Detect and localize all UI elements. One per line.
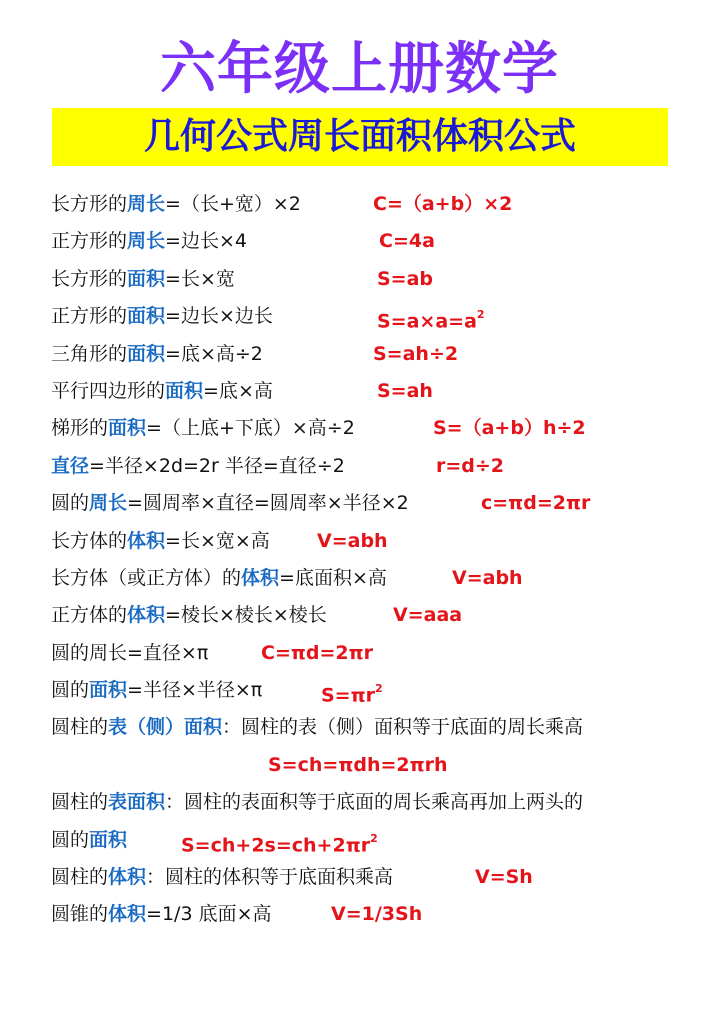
formula-row: [51, 560, 691, 597]
formula-description: 圆的面积=半径×半径×π: [51, 679, 263, 702]
keyword: 体积: [241, 566, 280, 589]
formula-expression: V=aaa: [393, 604, 463, 627]
formula-row: [51, 223, 691, 260]
formula-expression: S=（a+b）h÷2: [433, 417, 586, 440]
keyword: 周长: [127, 193, 166, 215]
keyword: 表（侧）面积: [108, 716, 223, 739]
keyword: 体积: [127, 529, 166, 552]
formula-expression: S=ab: [377, 267, 434, 290]
formula-expression: V=abh: [317, 529, 388, 552]
keyword: 面积: [89, 679, 128, 702]
formula-description: 长方形的周长=（长+宽）×2: [51, 193, 301, 215]
formula-description: 圆柱的表（侧）面积：圆柱的表（侧）面积等于底面的周长乘高: [51, 716, 584, 739]
keyword: 体积: [108, 903, 147, 926]
formula-row: [51, 784, 691, 821]
formula-expression: c=πd=2πr: [481, 492, 591, 515]
formula-row: [51, 336, 691, 373]
formula-row: [51, 410, 691, 447]
keyword: 面积: [127, 267, 166, 290]
formula-description: 圆的周长=圆周率×直径=圆周率×半径×2: [51, 492, 409, 515]
formula-row: [51, 672, 691, 709]
keyword: 周长: [127, 230, 166, 253]
superscript: 2: [476, 308, 485, 322]
formula-row: [51, 597, 691, 634]
formula-expression: $S=\pi r^2$: [321, 682, 383, 707]
keyword: 面积: [127, 305, 166, 328]
formula-expression: S=ch=πdh=2πrh: [268, 753, 448, 776]
formula-expression: C=（a+b）×2: [373, 193, 513, 215]
formula-expression: $S=ch+2s=ch+2\pi r^2$: [181, 831, 378, 856]
formula-row: [51, 896, 691, 933]
formula-row: [51, 523, 691, 560]
formula-description: 圆锥的体积=1/3 底面×高: [51, 903, 272, 926]
formula-row: [51, 448, 691, 485]
formula-description: 长方体（或正方体）的体积=底面积×高: [51, 566, 387, 589]
formula-description: 三角形的面积=底×高÷2: [51, 342, 263, 365]
keyword: 面积: [108, 417, 147, 440]
formula-description: 圆柱的体积：圆柱的体积等于底面积乘高: [51, 866, 394, 889]
formula-row: [51, 709, 691, 746]
formula-description: 梯形的面积=（上底+下底）×高÷2: [51, 417, 355, 440]
formula-description: 圆的面积: [51, 828, 128, 851]
keyword: 体积: [108, 866, 147, 889]
formula-description: 正方形的周长=边长×4: [51, 230, 247, 253]
formula-row: [51, 485, 691, 522]
keyword: 周长: [89, 492, 128, 515]
formula-expression: C=πd=2πr: [261, 641, 374, 664]
formula-description: 圆的周长=直径×π: [51, 641, 209, 664]
formula-description: 圆柱的表面积：圆柱的表面积等于底面的周长乘高再加上两头的: [51, 791, 584, 814]
formula-expression: C=4a: [379, 230, 435, 253]
formula-row: [51, 747, 691, 784]
formula-description: 平行四边形的面积=底×高: [51, 379, 273, 402]
keyword: 表面积: [108, 791, 166, 814]
formula-description: 长方形的面积=长×宽: [51, 267, 235, 290]
formula-row: [51, 261, 691, 298]
keyword: 面积: [89, 828, 128, 851]
superscript: 2: [370, 831, 378, 845]
superscript: 2: [375, 682, 383, 696]
formula-expression: r=d÷2: [436, 454, 505, 477]
formula-description: 长方体的体积=长×宽×高: [51, 529, 270, 552]
formula-row: [51, 822, 691, 859]
keyword: 面积: [165, 379, 204, 402]
formula-row: [51, 859, 691, 896]
formula-description: 直径=半径×2d=2r 半径=直径÷2: [51, 454, 345, 477]
formula-expression: S=ah÷2: [373, 342, 459, 365]
formula-expression: $S=a\times a=a^2$: [377, 308, 485, 333]
formula-expression: V=abh: [452, 566, 523, 589]
formula-list: [51, 186, 691, 934]
keyword: 直径: [51, 454, 90, 477]
formula-row: [51, 186, 691, 223]
subtitle-banner: 几何公式周长面积体积公式: [52, 108, 668, 166]
formula-row: [51, 373, 691, 410]
formula-row: [51, 298, 691, 335]
formula-expression: V=1/3Sh: [331, 903, 423, 926]
keyword: 体积: [127, 604, 166, 627]
keyword: 面积: [127, 342, 166, 365]
formula-expression: S=ah: [377, 379, 433, 402]
formula-row: [51, 635, 691, 672]
formula-description: 正方体的体积=棱长×棱长×棱长: [51, 604, 327, 627]
formula-description: 正方形的面积=边长×边长: [51, 305, 273, 328]
page-title: 六年级上册数学: [160, 37, 559, 102]
formula-expression: V=Sh: [475, 866, 533, 889]
